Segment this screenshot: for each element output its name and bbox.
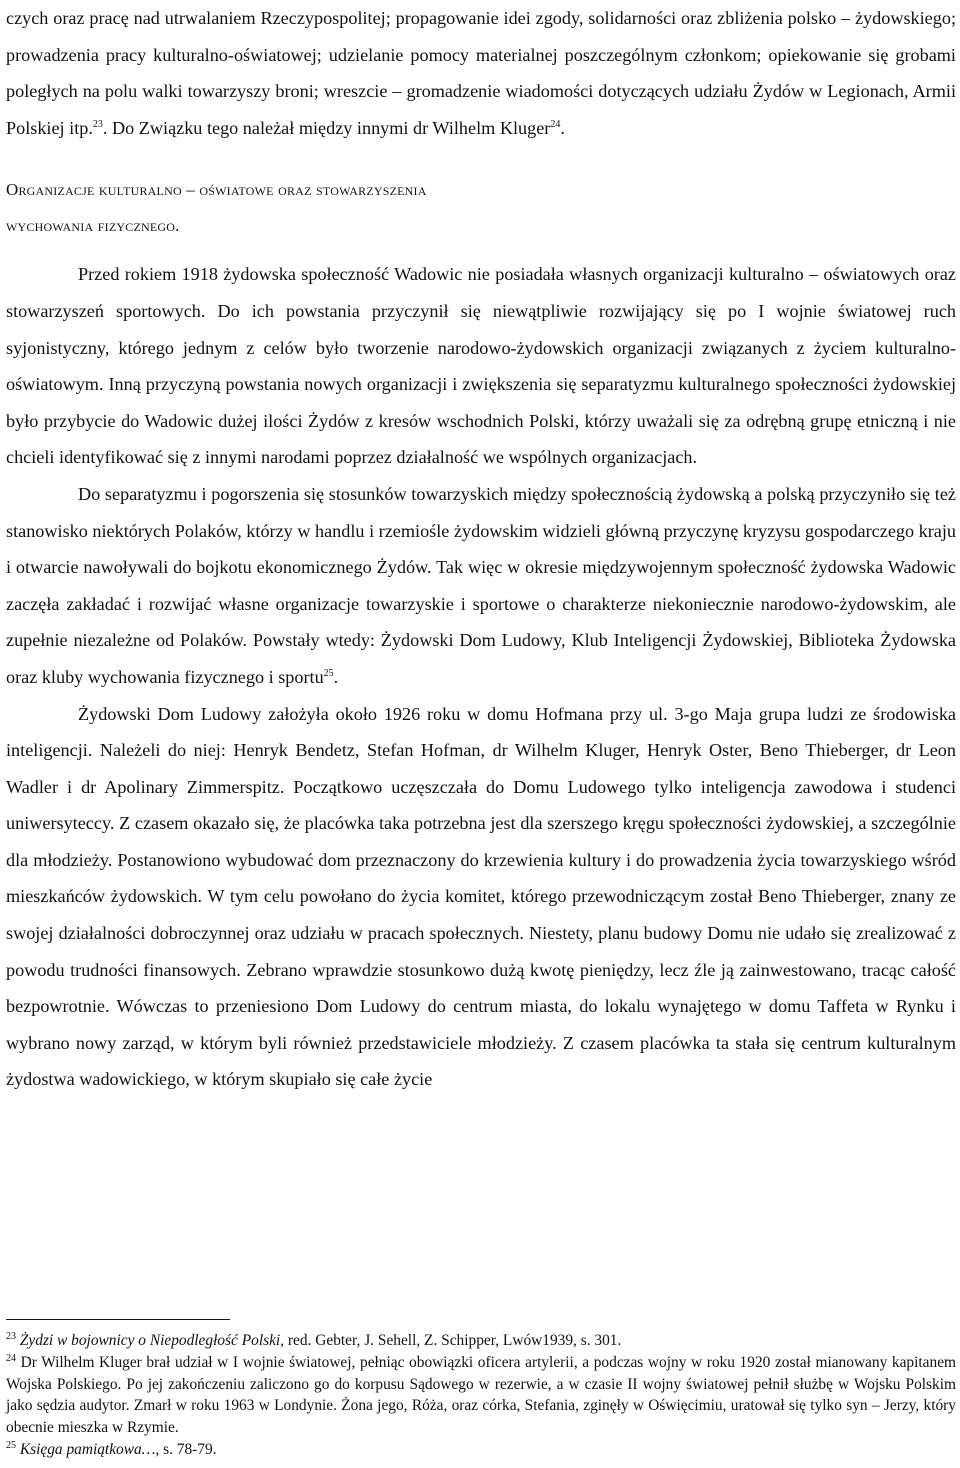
footnote-ref-24: 24 bbox=[550, 118, 561, 130]
main-text bbox=[6, 0, 956, 1098]
intro-text: czych oraz pracę nad utrwalaniem Rzeczypospolitej; propagowanie idei zgody, solidarności oraz zbliżenia polsko – żydowskiego; prowadzenia pracy kulturalno-oświatowej; udzielanie pomocy materialnej poszczególnym członkom; opiekowanie się grobami poległych na polu walki towarzyszy broni; wreszcie – gromadzenie wiadomości dotyczących udziału Żydów w Legionach, Armii Polskiej itp. bbox=[6, 8, 956, 138]
paragraph-1: Przed rokiem 1918 żydowska społeczność Wadowic nie posiadała własnych organizacji kulturalno – oświatowych oraz stowarzyszeń sportowych. Do ich powstania przyczynił się niewątpliwie rozwijający się po I wojnie światowej ruch syjonistyczny, którego jednym z celów było tworzenie narodowo-żydowskich organizacji związanych z życiem kulturalno-oświatowym. Inną przyczyną powstania nowych organizacji i zwiększenia się separatyzmu kulturalnego społeczności żydowskiej było przybycie do Wadowic dużej ilości Żydów z kresów wschodnich Polski, którzy uważali się za odrębną grupę etniczną i nie chcieli identyfikować się z innymi narodami poprzez działalność we wspólnych organizacjach. bbox=[6, 264, 956, 468]
paragraph-2 bbox=[6, 476, 956, 696]
footnote-title: Księga pamiątkowa… bbox=[19, 1440, 156, 1458]
footnote-text: Dr Wilhelm Kluger brał udział w I wojnie światowej, pełniąc obowiązki oficera artylerii, a podczas wojny w roku 1920 został mianowany kapitanem Wojska Polskiego. Po jej zakończeniu zaliczono go do korpusu Sądowego w rezerwie, a w czasie II wojny światowej pełnił służbę w Wojsku Polskim jako sędzia audytor. Zmarł w roku 1963 w Londynie. Żona jego, Róża, oraz córka, Stefania, zginęły w Oświęcimiu, uratował się tylko syn – Jerzy, który obecnie mieszka w Rzymie. bbox=[6, 1353, 956, 1437]
paragraph-2-text: Do separatyzmu i pogorszenia się stosunków towarzyskich między społecznością żydowską a polską przyczyniło się też stanowisko niektórych Polaków, którzy w handlu i rzemiośle żydowskim widzieli główną przyczynę kryzysu gospodarczego kraju i otwarcie nawoływali do bojkotu ekonomicznego Żydów. Tak więc w okresie międzywojennym społeczność żydowska Wadowic zaczęła zakładać i rozwijać własne organizacje towarzyskie i sportowe o charakterze niekoniecznie narodowo-żydowskim, ale zupełnie niezależne od Polaków. Powstały wtedy: Żydowski Dom Ludowy, Klub Inteligencji Żydowskiej, Biblioteka Żydowska oraz kluby wychowania fizycznego i sportu bbox=[6, 483, 956, 687]
footnote-ref-23: 23 bbox=[92, 118, 103, 130]
footnote-text: , s. 78-79. bbox=[155, 1440, 217, 1458]
intro-text-continued: . Do Związku tego należał między innymi dr Wilhelm Kluger bbox=[102, 117, 551, 138]
footnote-text: , red. Gebter, J. Sehell, Z. Schipper, Lwów1939, s. 301. bbox=[280, 1332, 622, 1349]
footnote-number: 24 bbox=[6, 1352, 16, 1364]
section-heading bbox=[6, 172, 956, 244]
footnote-24 bbox=[6, 1352, 956, 1439]
intro-text-end: . bbox=[560, 117, 565, 138]
footnotes bbox=[6, 1330, 956, 1461]
footnote-25 bbox=[6, 1439, 956, 1461]
footnote-23 bbox=[6, 1330, 956, 1352]
paragraph-2-end: . bbox=[333, 666, 339, 687]
footnote-divider bbox=[6, 1319, 230, 1320]
section-heading-line-2: wychowania fizycznego. bbox=[6, 216, 180, 236]
paragraph-3: Żydowski Dom Ludowy założyła około 1926 roku w domu Hofmana przy ul. 3-go Maja grupa ludzi ze środowiska inteligencji. Należeli do niej: Henryk Bendetz, Stefan Hofman, dr Wilhelm Kluger, Henryk Oster, Beno Thieberger, dr Leon Wadler i dr Apolinary Zimmerspitz. Początkowo uczęszczała do Domu Ludowego tylko inteligencja zawodowa i studenci uniwersyteccy. Z czasem okazało się, że placówka taka potrzebna jest dla szerszego kręgu społeczności żydowskiej, a szczególnie dla młodzieży. Postanowiono wybudować dom przeznaczony do krzewienia kultury i do prowadzenia życia towarzyskiego wśród mieszkańców żydowskich. W tym celu powołano do życia komitet, którego przewodniczącym został Beno Thieberger, znany ze swojej działalności dobroczynnej oraz udziału w pracach społecznych. Niestety, planu budowy Domu nie udało się zrealizować z powodu trudności finansowych. Zebrano wprawdzie stosunkowo dużą kwotę pieniędzy, lecz źle ją zainwestowano, tracąc całość bezpowrotnie. Wówczas to przeniesiono Dom Ludowy do centrum miasta, do lokalu wynajętego w domu Taffeta w Rynku i wybrano nowy zarząd, w którym byli również przedstawiciele młodzieży. Z czasem placówka ta stała się centrum kulturalnym żydostwa wadowickiego, w którym skupiało się całe życie bbox=[6, 703, 956, 1090]
footnote-ref-25: 25 bbox=[323, 667, 334, 679]
intro-paragraph bbox=[6, 0, 956, 146]
section-heading-line-1: Organizacje kulturalno – oświatowe oraz stowarzyszenia bbox=[6, 180, 427, 200]
footnote-title: Żydzi w bojownicy o Niepodległość Polski bbox=[19, 1332, 281, 1349]
footnote-number: 25 bbox=[6, 1439, 16, 1451]
footnote-number: 23 bbox=[6, 1330, 16, 1342]
